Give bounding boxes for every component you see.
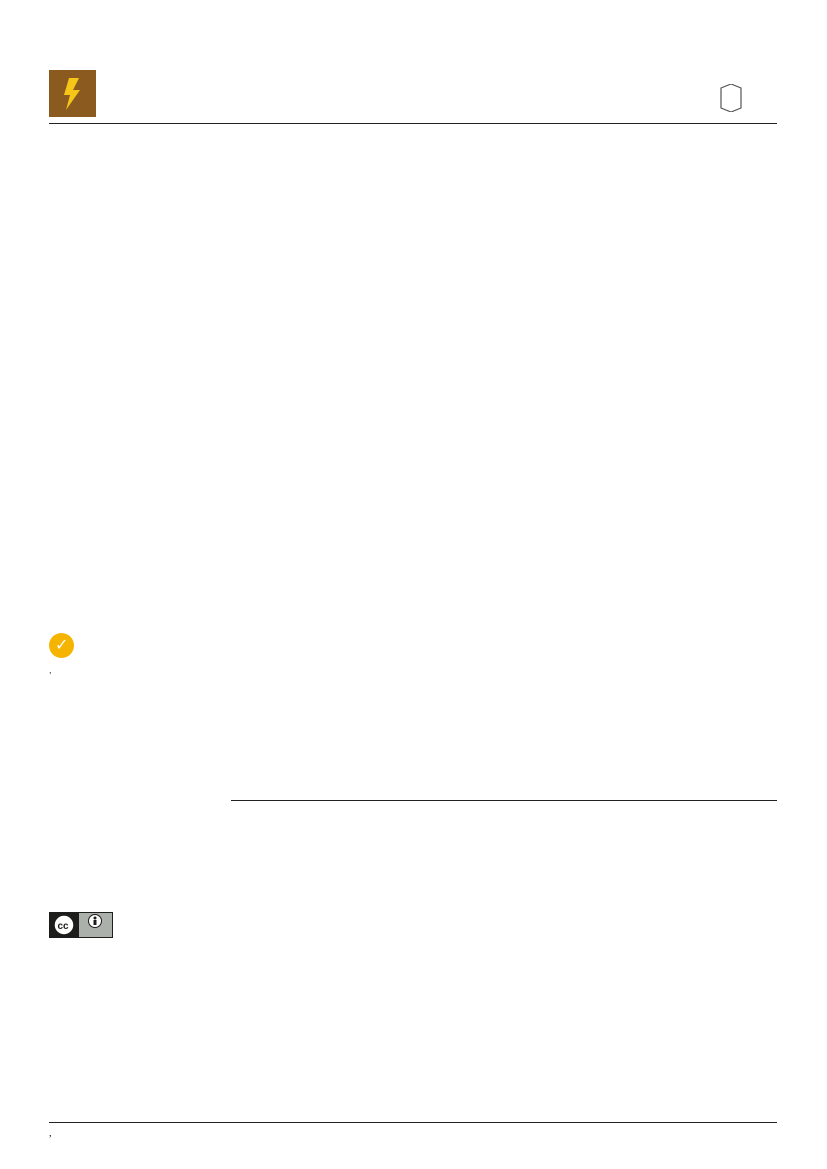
footer-citation: , <box>49 1128 52 1139</box>
lightning-icon <box>49 70 96 117</box>
check-icon <box>49 633 74 658</box>
svg-text:cc: cc <box>57 921 69 932</box>
section-divider <box>231 800 777 801</box>
header-divider <box>49 123 777 124</box>
cc-by-badge[interactable] <box>49 912 113 938</box>
journal-logo <box>49 70 96 117</box>
mdpi-logo[interactable] <box>717 84 775 112</box>
citation: , <box>49 665 52 675</box>
footer-divider <box>49 1122 777 1123</box>
